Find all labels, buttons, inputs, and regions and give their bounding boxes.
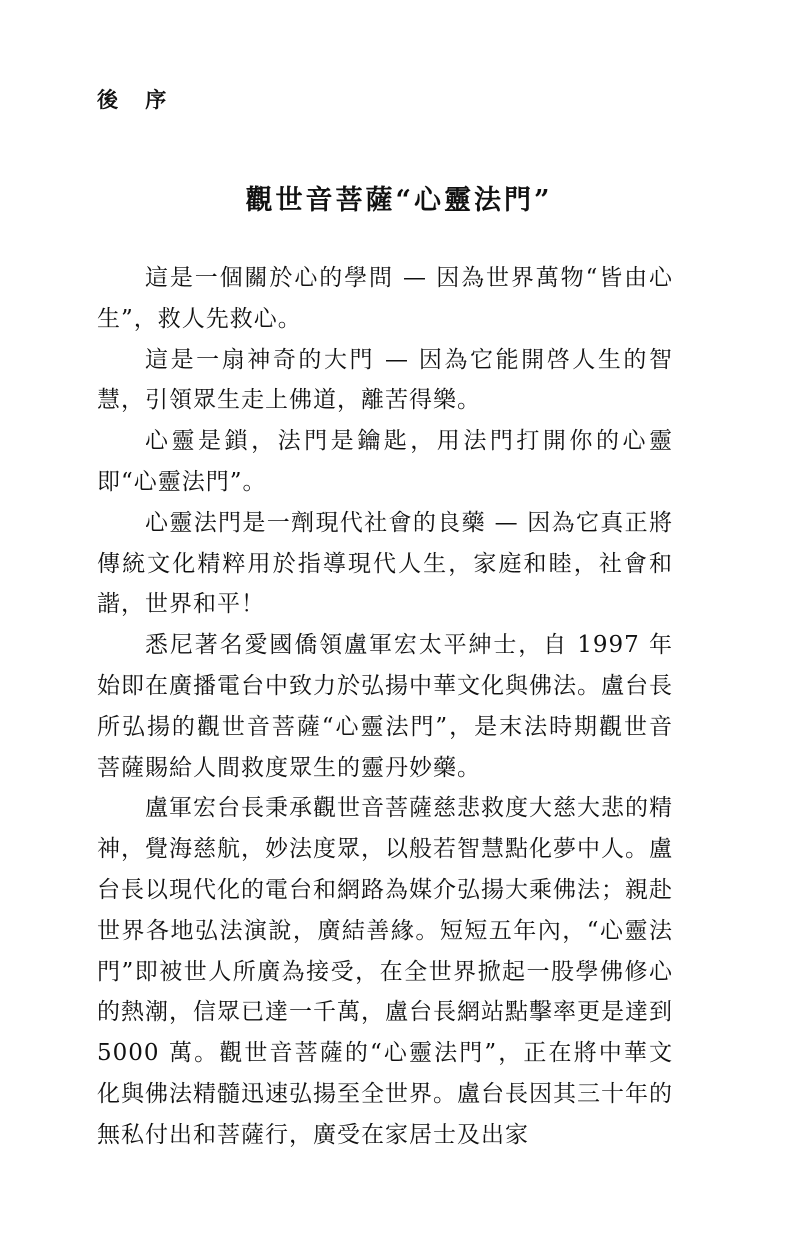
paragraph: 悉尼著名愛國僑領盧軍宏太平紳士，自 1997 年始即在廣播電台中致力於弘揚中華文化與佛法。盧台長所弘揚的觀世音菩薩“心靈法門”，是末法時期觀世音菩薩賜給人間救度眾生的靈丹妙藥。 <box>97 632 673 781</box>
paragraph: 這是一扇神奇的大門 — 因為它能開啓人生的智慧，引領眾生走上佛道，離苦得樂。 <box>97 346 673 414</box>
paragraph: 盧軍宏台長秉承觀世音菩薩慈悲救度大慈大悲的精神，覺海慈航，妙法度眾，以般若智慧點化夢中人。盧台長以現代化的電台和網路為媒介弘揚大乘佛法；親赴世界各地弘法演說，廣結善緣。短短五年內，“心靈法門”即被世人所廣為接受，在全世界掀起一股學佛修心的熱潮，信眾已達一千萬，盧台長網站點擊率更是達到 5000 萬。觀世音菩薩的“心靈法門”，正在將中華文化與佛法精髓迅速弘揚至全世界。盧台長因其三十年的無私付出和菩薩行，廣受在家居士及出家 <box>97 795 673 1148</box>
article-body <box>97 258 673 1156</box>
paragraph: 心靈法門是一劑現代社會的良藥 — 因為它真正將傳統文化精粹用於指導現代人生，家庭和睦，社會和諧，世界和平！ <box>97 509 673 618</box>
paragraph: 心靈是鎖，法門是鑰匙，用法門打開你的心靈即“心靈法門”。 <box>97 428 673 495</box>
paragraph: 這是一個關於心的學問 — 因為世界萬物“皆由心生”，救人先救心。 <box>97 265 673 332</box>
section-label: 後 序 <box>97 87 177 112</box>
article-title: 觀世音菩薩“心靈法門” <box>245 185 553 216</box>
